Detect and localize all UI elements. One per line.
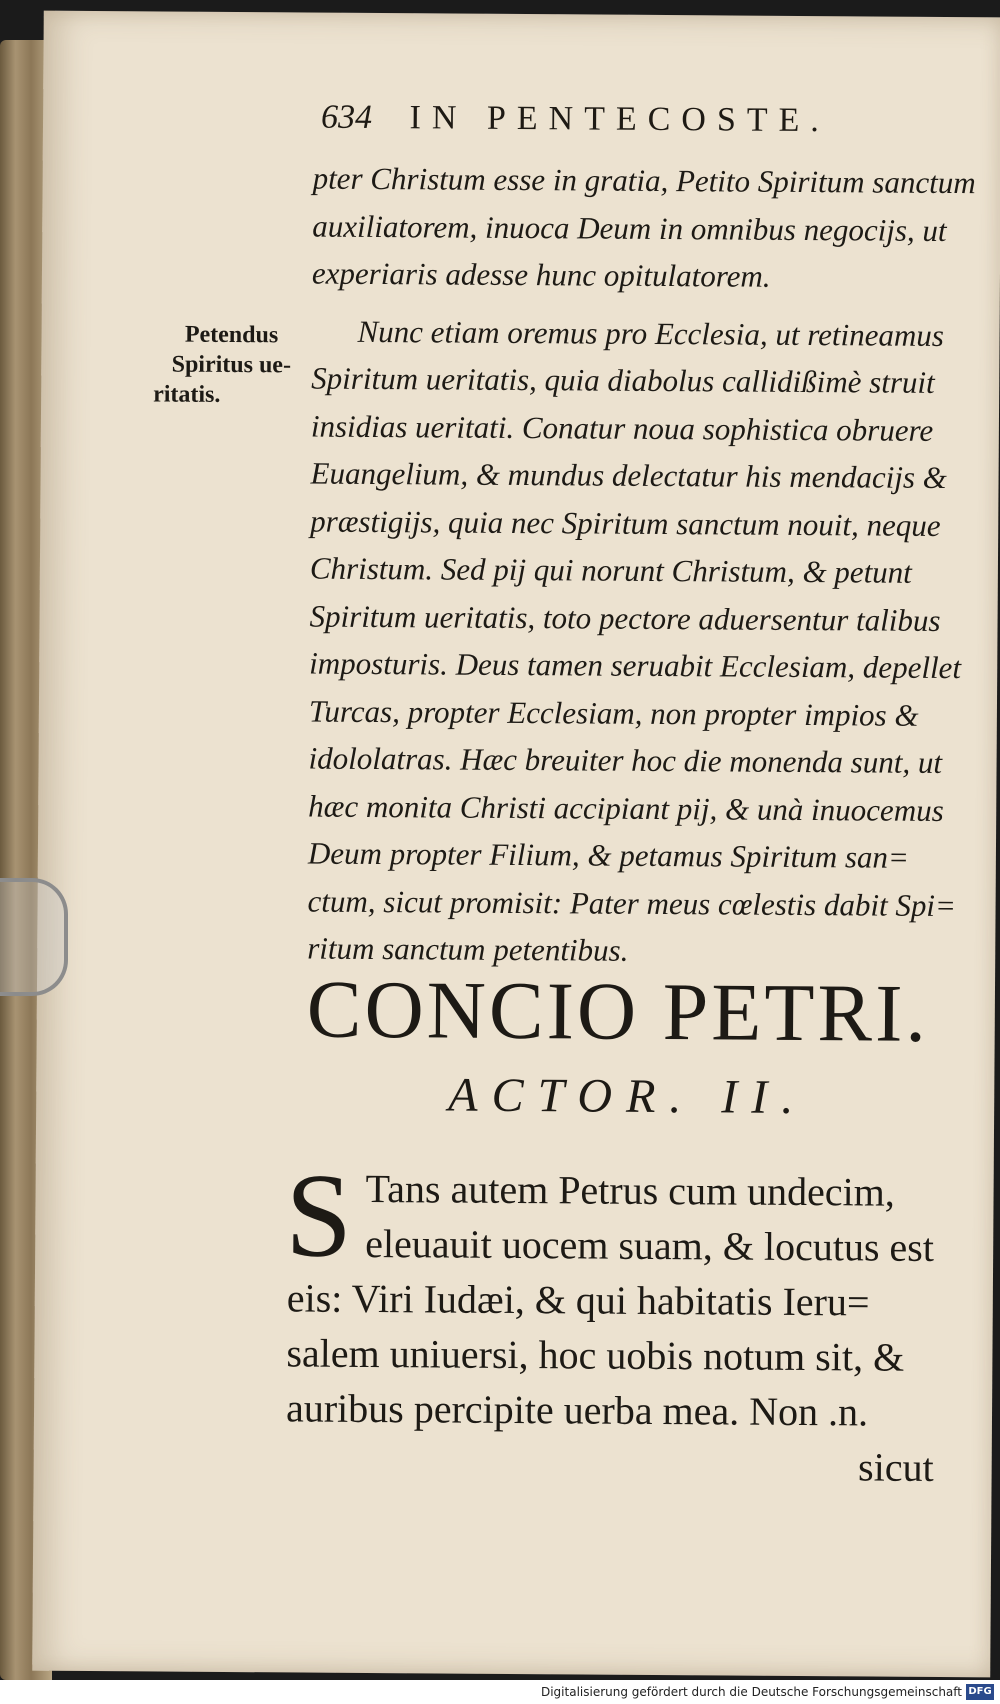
italic-body-text [307,155,1000,977]
running-header [321,99,941,141]
text-line: Tans autem Petrus cum undecim, [365,1165,896,1215]
text-line: auribus percipite uerba mea. Non .n. [285,1385,869,1435]
text-line: eleuauit uocem suam, & locutus est [365,1220,935,1270]
text-line: Turcas, propter Ecclesiam, non propter impios & [308,693,919,733]
book-page [32,11,1000,1678]
text-line: imposturis. Deus tamen seruabit Ecclesiam, depellet [309,645,962,686]
funding-credit: Digitalisierung gefördert durch die Deutsche Forschungsgemeinschaft [540,1685,962,1699]
text-line: ritum sanctum petentibus. [307,930,629,968]
text-line: auxiliatorem, inuoca Deum in omnibus negocijs, ut [312,208,947,248]
text-line: Christum. Sed pij qui norunt Christum, & petunt [309,550,912,590]
margin-note-line: ritatis. [153,381,221,408]
text-line: Spiritum ueritatis, toto pectore aduersentur talibus [309,598,941,638]
text-line: Spiritum ueritatis, quia diabolus callidißimè struit [311,360,935,400]
margin-note [151,319,312,410]
page-clip [0,878,68,996]
text-line: insidias ueritati. Conatur noua sophistica obruere [310,408,934,448]
roman-body-text [285,1161,1000,1495]
text-line: hæc monita Christi accipiant pij, & unà inuocemus [308,788,944,828]
catchword: sicut [857,1444,934,1490]
footer-bar [0,1680,1000,1704]
page-number: 634 [320,98,373,136]
margin-note-line: Spiritus ue- [171,351,292,379]
text-line: eis: Viri Iudæi, & qui habitatis Ieru= [286,1275,870,1325]
drop-cap: S [284,1148,353,1282]
margin-note-line: Petendus [184,321,279,349]
section-subtitle: ACTOR. II. [448,1068,808,1125]
text-line: Deum propter Filium, & petamus Spiritum san= [307,835,910,875]
running-title: IN PENTECOSTE. [409,99,831,140]
dfg-logo: DFG [966,1684,994,1700]
paragraph-1 [312,155,1000,302]
text-line: idololatras. Hæc breuiter hoc die monenda sunt, ut [308,740,943,780]
text-line: præstigijs, quia nec Spiritum sanctum nouit, neque [310,503,941,543]
paragraph-2 [307,307,1000,977]
text-line: pter Christum esse in gratia, Petito Spiritum sanctum [312,160,976,201]
text-line: Nunc etiam oremus pro Ecclesia, ut retineamus [357,313,945,353]
section-title: CONCIO PETRI. [306,963,930,1059]
text-line: ctum, sicut promisit: Pater meus cœlestis dabit Spi= [307,883,957,923]
text-line: Euangelium, & mundus delectatur his mendacijs & [310,455,947,495]
text-line: experiaris adesse hunc opitulatorem. [311,255,771,294]
text-line: salem uniuersi, hoc uobis notum sit, & [286,1330,905,1380]
